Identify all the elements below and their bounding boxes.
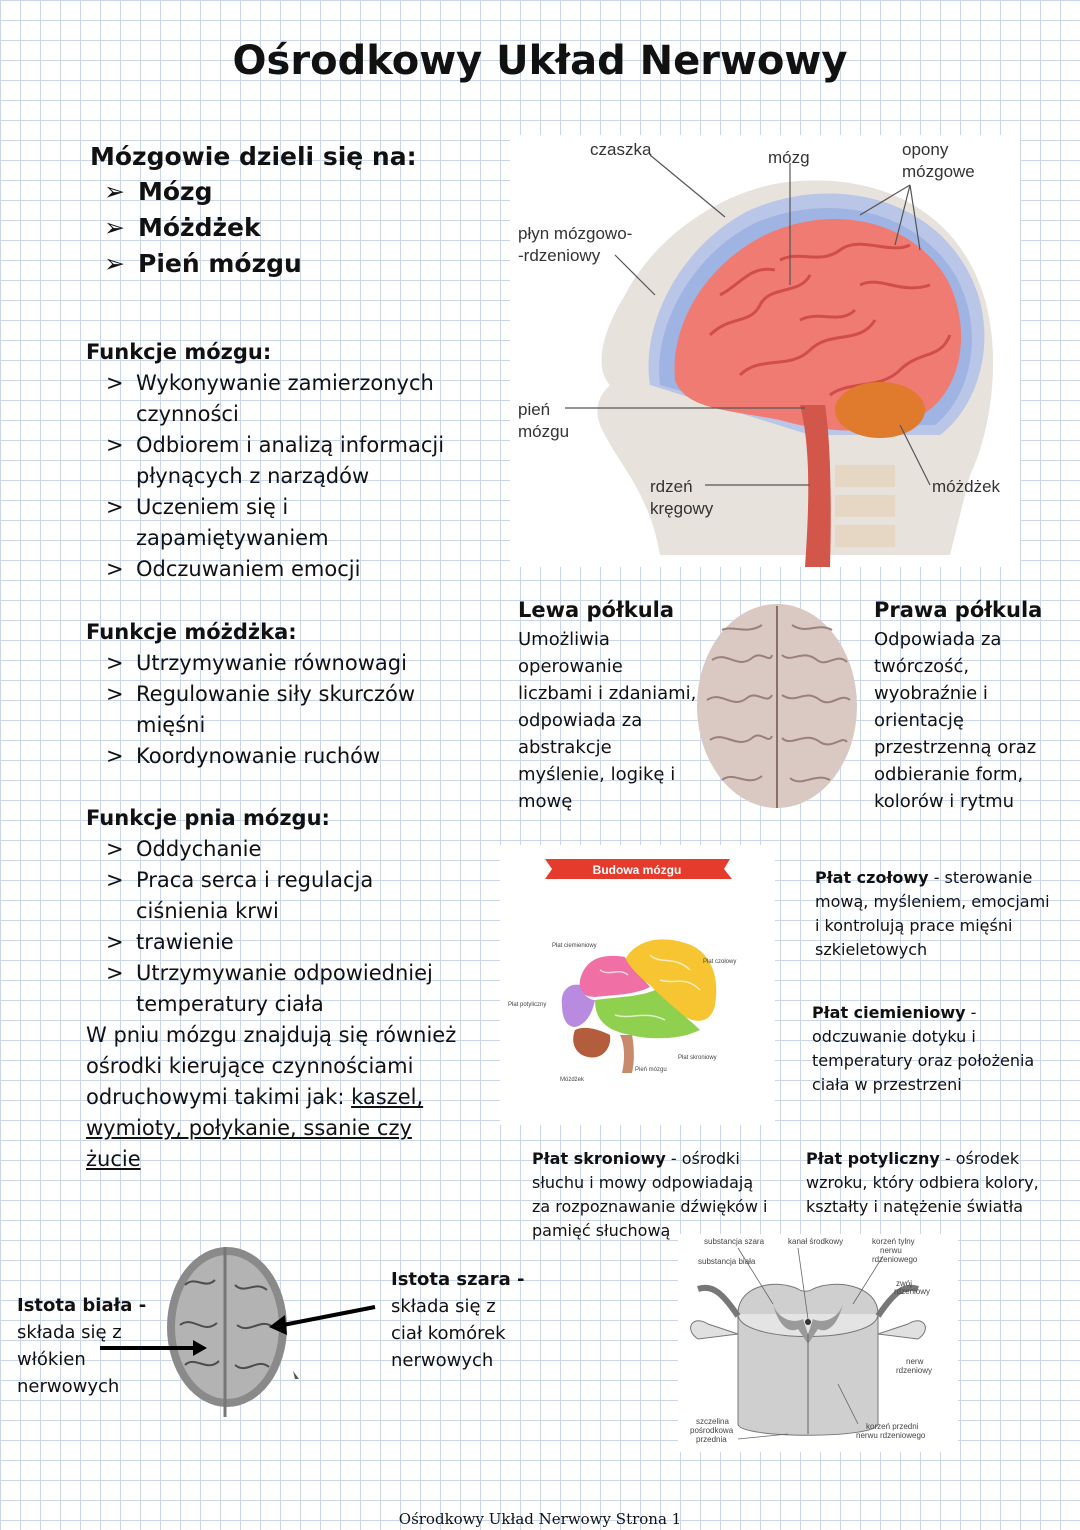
spinal-label-korzen-tylny-2: nerwu — [880, 1246, 902, 1255]
arrow-icon: ➢ — [104, 213, 125, 242]
spinal-label-biala: substancja biała — [698, 1257, 756, 1266]
spinal-label-zwoj-1: zwój — [896, 1279, 913, 1288]
list-item: > Utrzymywanie odpowiedniej temperatury ciała — [106, 961, 433, 1016]
brain-lobes-diagram — [500, 845, 775, 1125]
label-plyn-2: -rdzeniowy — [518, 246, 601, 265]
frontal-lobe-text: Płat czołowy - sterowanie mową, myśleniem, emocjami i kontrolują prace mięśni szkieletowych — [815, 868, 1050, 959]
right-hemisphere-heading: Prawa półkula — [874, 598, 1043, 622]
brain-top-view-image — [692, 600, 862, 812]
brain-functions-heading: Funkcje mózgu: — [86, 340, 272, 364]
lobes-label-mozdzek: Móżdżek — [560, 1077, 585, 1083]
spinal-label-korzen-tylny-3: rdzeniowego — [872, 1255, 918, 1264]
spinal-label-korzen-przedni-1: korzeń przedni — [866, 1422, 919, 1431]
brainstem-paragraph: W pniu mózgu znajdują się również ośrodki kierujące czynnościami odruchowymi takimi jak: kaszel, wymioty, połykanie, ssanie czy żucie — [86, 1023, 457, 1171]
list-item: > Wykonywanie zamierzonych czynności — [106, 371, 434, 426]
spinal-label-korzen-przedni-2: nerwu rdzeniowego — [856, 1431, 926, 1440]
list-item: ➢ Móżdżek — [104, 210, 302, 246]
right-hemisphere-text: Odpowiada za twórczość, wyobraźnie i orientację przestrzenną oraz odbieranie form, kolorów i rytmu — [874, 629, 1037, 812]
gray-matter-text: Istota szara - składa się z ciał komórek nerwowych — [391, 1269, 525, 1371]
left-hemisphere-text: Umożliwia operowanie liczbami i zdaniami, odpowiada za abstrakcje myślenie, logikę i mowę — [518, 629, 697, 812]
white-matter-text: Istota biała - składa się z włókien nerwowych — [17, 1295, 147, 1397]
occipital-lobe-text: Płat potyliczny - ośrodek wzroku, który odbiera kolory, kształty i natężenie światła — [806, 1149, 1039, 1216]
temporal-lobe-text: Płat skroniowy - ośrodki słuchu i mowy odpowiadają za rozpoznawanie dźwięków i pamięć słuchową — [532, 1149, 768, 1240]
brain-functions-list — [106, 368, 444, 585]
page-footer: Ośrodkowy Układ Nerwowy Strona 1 — [398, 1510, 682, 1528]
spinal-label-nerw-1: nerw — [906, 1357, 924, 1366]
label-pien-1: pień — [518, 400, 551, 419]
brainstem-functions-heading: Funkcje pnia mózgu: — [86, 806, 330, 830]
spinal-label-szczelina-2: pośrodkowa — [690, 1426, 734, 1435]
spinal-label-zwoj-2: rdzeniowy — [894, 1287, 931, 1296]
parietal-lobe-text: Płat ciemieniowy - odczuwanie dotyku i temperatury oraz położenia ciała w przestrzeni — [812, 1003, 1035, 1094]
label-rdzen-2: kręgowy — [650, 499, 714, 518]
list-item: > Uczeniem się i zapamiętywaniem — [106, 495, 329, 550]
cerebellum-functions-heading: Funkcje móżdżka: — [86, 620, 297, 644]
label-mozdzek: móżdżek — [932, 477, 1001, 496]
head-section-diagram — [510, 135, 1020, 567]
label-opony-1: opony — [902, 140, 949, 159]
label-czaszka: czaszka — [590, 140, 652, 159]
division-list — [104, 174, 302, 282]
lobes-label-pien: Pień mózgu — [635, 1067, 667, 1073]
arrow-icon: ➢ — [104, 177, 125, 206]
spinal-label-korzen-tylny-1: korzeń tylny — [872, 1237, 915, 1246]
spinal-label-szara: substancja szara — [704, 1237, 765, 1246]
label-opony-2: mózgowe — [902, 162, 975, 181]
lobes-label-czolowy: Płat czołowy — [703, 959, 737, 965]
lobes-label-ciemieniowy: Płat ciemieniowy — [552, 943, 597, 949]
label-pien-2: mózgu — [518, 422, 570, 441]
list-item: > Praca serca i regulacja ciśnienia krwi — [106, 868, 374, 923]
list-item: > Koordynowanie ruchów — [106, 744, 381, 768]
label-mozg: mózg — [768, 148, 810, 167]
reflex-examples: kaszel, — [351, 1085, 424, 1109]
list-item: > Regulowanie siły skurczów mięśni — [106, 682, 416, 737]
spinal-label-szczelina-1: szczelina — [696, 1417, 729, 1426]
list-item: > trawienie — [106, 930, 234, 954]
lobes-label-skroniowy: Płat skroniowy — [678, 1055, 717, 1061]
spinal-label-szczelina-3: przednia — [696, 1435, 727, 1444]
list-item: > Oddychanie — [106, 837, 262, 861]
list-item: > Utrzymywanie równowagi — [106, 651, 407, 675]
list-item: ➢ Mózg — [104, 174, 302, 210]
brainstem-functions-list — [106, 834, 433, 1020]
left-hemisphere-heading: Lewa półkula — [518, 598, 675, 622]
spinal-label-kanal: kanał środkowy — [788, 1237, 844, 1246]
list-item: > Odbiorem i analizą informacji płynących z narządów — [106, 433, 445, 488]
spinal-cord-diagram — [678, 1234, 958, 1452]
list-item: ➢ Pień mózgu — [104, 246, 302, 282]
lobes-label-potyliczny: Płat potyliczny — [508, 1002, 547, 1008]
page-title: Ośrodkowy Układ Nerwowy — [232, 38, 848, 84]
diagram-banner-text: Budowa mózgu — [592, 863, 682, 877]
brain-matter-image — [95, 1245, 385, 1420]
label-plyn-1: płyn mózgowo- — [518, 224, 633, 243]
arrow-icon: ➢ — [104, 249, 125, 278]
division-heading: Mózgowie dzieli się na: — [90, 142, 417, 171]
label-rdzen-1: rdzeń — [650, 477, 693, 496]
spinal-label-nerw-2: rdzeniowy — [896, 1366, 933, 1375]
list-item: > Odczuwaniem emocji — [106, 557, 361, 581]
cerebellum-functions-list — [106, 648, 415, 772]
